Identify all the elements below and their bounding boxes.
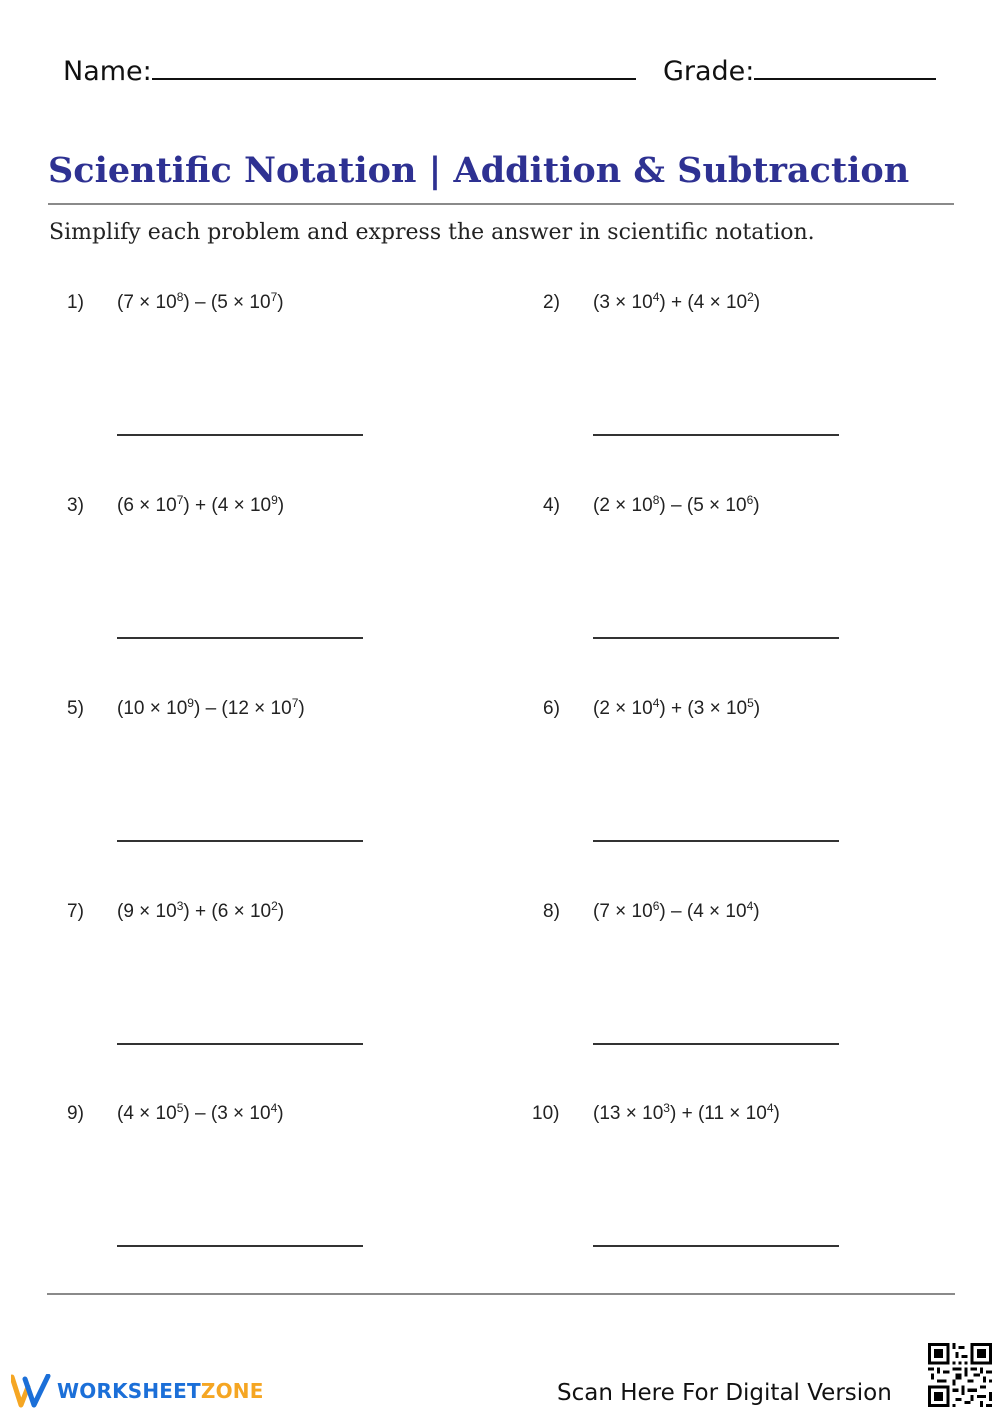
problem-2 bbox=[476, 292, 876, 472]
problem-number: 3) bbox=[67, 495, 84, 516]
problem-number: 10) bbox=[532, 1103, 560, 1124]
grade-label: Grade: bbox=[662, 56, 755, 87]
problem-number: 1) bbox=[67, 292, 84, 313]
name-label: Name: bbox=[63, 56, 152, 87]
problem-expression: $(2 \times 10^4) + (3 \times 10^5)$ bbox=[593, 696, 761, 719]
answer-line[interactable] bbox=[117, 434, 363, 436]
problem-3 bbox=[0, 495, 400, 675]
footer-divider bbox=[47, 1293, 955, 1295]
answer-line[interactable] bbox=[593, 1245, 839, 1247]
answer-line[interactable] bbox=[593, 1043, 839, 1045]
problem-4 bbox=[476, 495, 876, 675]
grade-field[interactable] bbox=[754, 52, 936, 80]
answer-line[interactable] bbox=[117, 1043, 363, 1045]
problem-expression: $(7 \times 10^8) - (5 \times 10^7)$ bbox=[117, 290, 284, 313]
problem-number: 4) bbox=[543, 495, 560, 516]
logo-text: WORKSHEETZONE bbox=[57, 1379, 264, 1403]
answer-line[interactable] bbox=[117, 637, 363, 639]
problem-expression: $(6 \times 10^7) + (4 \times 10^9)$ bbox=[117, 493, 285, 516]
problem-number: 7) bbox=[67, 901, 84, 922]
problem-expression: $(10 \times 10^9) - (12 \times 10^7)$ bbox=[117, 696, 305, 719]
w-logo-icon bbox=[11, 1374, 51, 1408]
problem-number: 8) bbox=[543, 901, 560, 922]
problem-expression: $(9 \times 10^3) + (6 \times 10^2)$ bbox=[117, 899, 285, 922]
problem-10 bbox=[476, 1103, 876, 1283]
problem-expression: $(7 \times 10^6) - (4 \times 10^4)$ bbox=[593, 899, 760, 922]
answer-line[interactable] bbox=[593, 637, 839, 639]
answer-line[interactable] bbox=[593, 840, 839, 842]
worksheetzone-logo bbox=[11, 1374, 264, 1408]
instructions: Simplify each problem and express the answer in scientific notation. bbox=[49, 220, 815, 245]
problem-number: 9) bbox=[67, 1103, 84, 1124]
title-divider bbox=[48, 203, 954, 205]
problem-expression: $(2 \times 10^8) - (5 \times 10^6)$ bbox=[593, 493, 760, 516]
answer-line[interactable] bbox=[593, 434, 839, 436]
problem-1 bbox=[0, 292, 400, 472]
problem-expression: $(3 \times 10^4) + (4 \times 10^2)$ bbox=[593, 290, 761, 313]
problem-expression: $(13 \times 10^3) + (11 \times 10^4)$ bbox=[593, 1101, 780, 1124]
name-field[interactable] bbox=[152, 52, 636, 80]
student-info-line bbox=[63, 52, 933, 87]
qr-code-icon[interactable] bbox=[928, 1343, 992, 1407]
problem-6 bbox=[476, 698, 876, 878]
problem-8 bbox=[476, 901, 876, 1081]
problem-number: 6) bbox=[543, 698, 560, 719]
problem-7 bbox=[0, 901, 400, 1081]
answer-line[interactable] bbox=[117, 840, 363, 842]
problem-5 bbox=[0, 698, 400, 878]
scan-text: Scan Here For Digital Version bbox=[557, 1380, 892, 1406]
answer-line[interactable] bbox=[117, 1245, 363, 1247]
problem-9 bbox=[0, 1103, 400, 1283]
problem-number: 2) bbox=[543, 292, 560, 313]
problem-expression: $(4 \times 10^5) - (3 \times 10^4)$ bbox=[117, 1101, 284, 1124]
worksheet-title: Scientific Notation | Addition & Subtraction bbox=[48, 150, 910, 191]
problem-number: 5) bbox=[67, 698, 84, 719]
